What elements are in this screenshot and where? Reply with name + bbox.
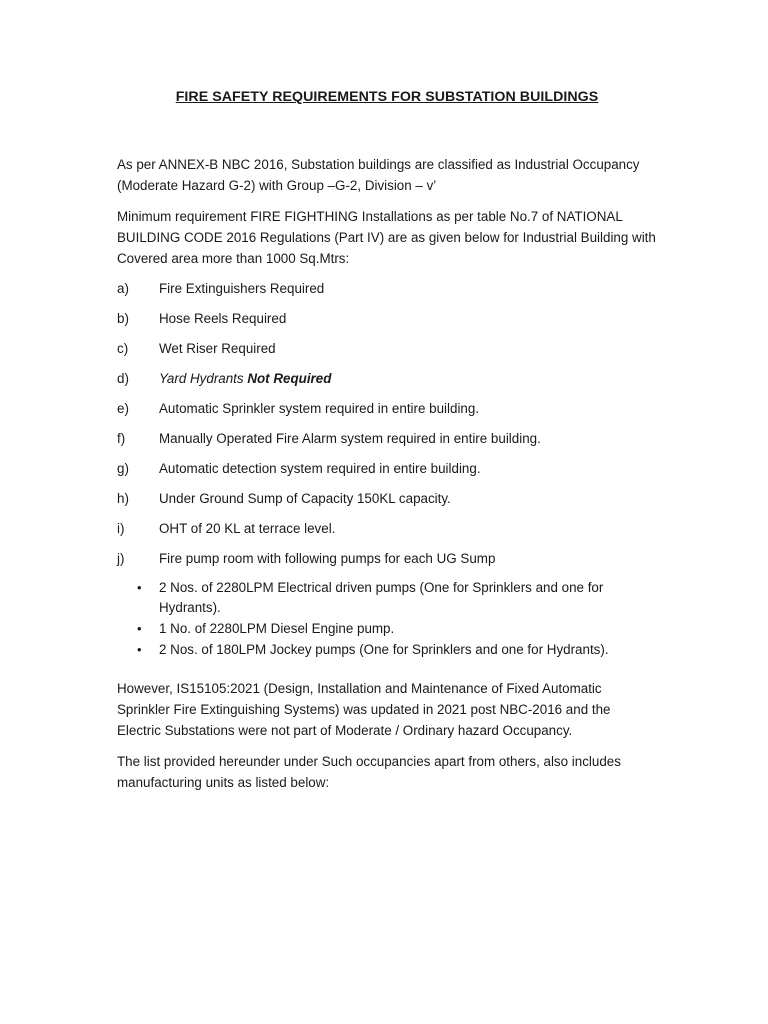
- list-item: [117, 488, 657, 509]
- intro-paragraph: Minimum requirement FIRE FIGHTHING Installations as per table No.7 of NATIONAL BUILDING CODE 2016 Regulations (Part IV) are as given below for Industrial Building with Covered area more than 1000 Sq.Mtrs:: [117, 209, 656, 266]
- bullet-text: 2 Nos. of 2280LPM Electrical driven pumps (One for Sprinklers and one for Hydrants).: [159, 580, 604, 615]
- list-item-text: Wet Riser Required: [159, 341, 276, 356]
- list-item: [117, 428, 657, 449]
- list-item-label: e): [117, 401, 129, 416]
- bullet-text: 1 No. of 2280LPM Diesel Engine pump.: [159, 621, 395, 636]
- bullet-item: [117, 640, 657, 660]
- not-required-text: Not Required: [247, 371, 332, 386]
- bullet-icon: •: [137, 642, 142, 657]
- list-item-text: OHT of 20 KL at terrace level.: [159, 521, 336, 536]
- list-item-text: [159, 368, 657, 389]
- document-page: [117, 87, 657, 803]
- closing-paragraph: However, IS15105:2021 (Design, Installation and Maintenance of Fixed Automatic Sprinkler Fire Extinguishing Systems) was updated in 2021 post NBC-2016 and the Electric Substations were not part of Moderate / Ordinary hazard Occupancy.: [117, 681, 611, 738]
- list-item-text: Automatic detection system required in entire building.: [159, 461, 481, 476]
- list-item-text: Hose Reels Required: [159, 311, 287, 326]
- list-item-text: Fire Extinguishers Required: [159, 281, 325, 296]
- list-item-label: a): [117, 281, 129, 296]
- list-item-label: b): [117, 311, 129, 326]
- yard-hydrants-text: Yard Hydrants: [159, 371, 248, 386]
- list-item-label: j): [117, 551, 125, 566]
- list-item: [117, 518, 657, 539]
- list-item: [117, 458, 657, 479]
- bullet-text: 2 Nos. of 180LPM Jockey pumps (One for Sprinklers and one for Hydrants).: [159, 642, 609, 657]
- list-item-label: d): [117, 371, 129, 386]
- list-item-label: c): [117, 341, 129, 356]
- bullet-item: [117, 578, 657, 618]
- list-item: [117, 398, 657, 419]
- list-item: [117, 548, 657, 569]
- requirements-list: [117, 278, 657, 569]
- list-item-text: Manually Operated Fire Alarm system required in entire building.: [159, 431, 541, 446]
- list-item-text: Under Ground Sump of Capacity 150KL capacity.: [159, 491, 451, 506]
- list-item: [117, 278, 657, 299]
- bullet-icon: •: [137, 580, 142, 595]
- list-item-label: h): [117, 491, 129, 506]
- bullet-item: [117, 619, 657, 639]
- list-item: [117, 368, 657, 389]
- list-item-text: Automatic Sprinkler system required in entire building.: [159, 401, 480, 416]
- bullet-icon: •: [137, 621, 142, 636]
- list-item-label: g): [117, 461, 129, 476]
- list-item: [117, 338, 657, 359]
- pumps-list: [117, 578, 657, 660]
- document-title: FIRE SAFETY REQUIREMENTS FOR SUBSTATION BUILDINGS: [175, 89, 599, 105]
- list-item: [117, 308, 657, 329]
- list-item-text: Fire pump room with following pumps for each UG Sump: [159, 551, 496, 566]
- list-item-label: f): [117, 431, 126, 446]
- intro-paragraph: As per ANNEX-B NBC 2016, Substation buildings are classified as Industrial Occupancy (Moderate Hazard G-2) with Group –G-2, Division – v’: [117, 157, 640, 193]
- closing-paragraph: The list provided hereunder under Such occupancies apart from others, also includes manufacturing units as listed below:: [117, 754, 621, 790]
- list-item-label: i): [117, 521, 125, 536]
